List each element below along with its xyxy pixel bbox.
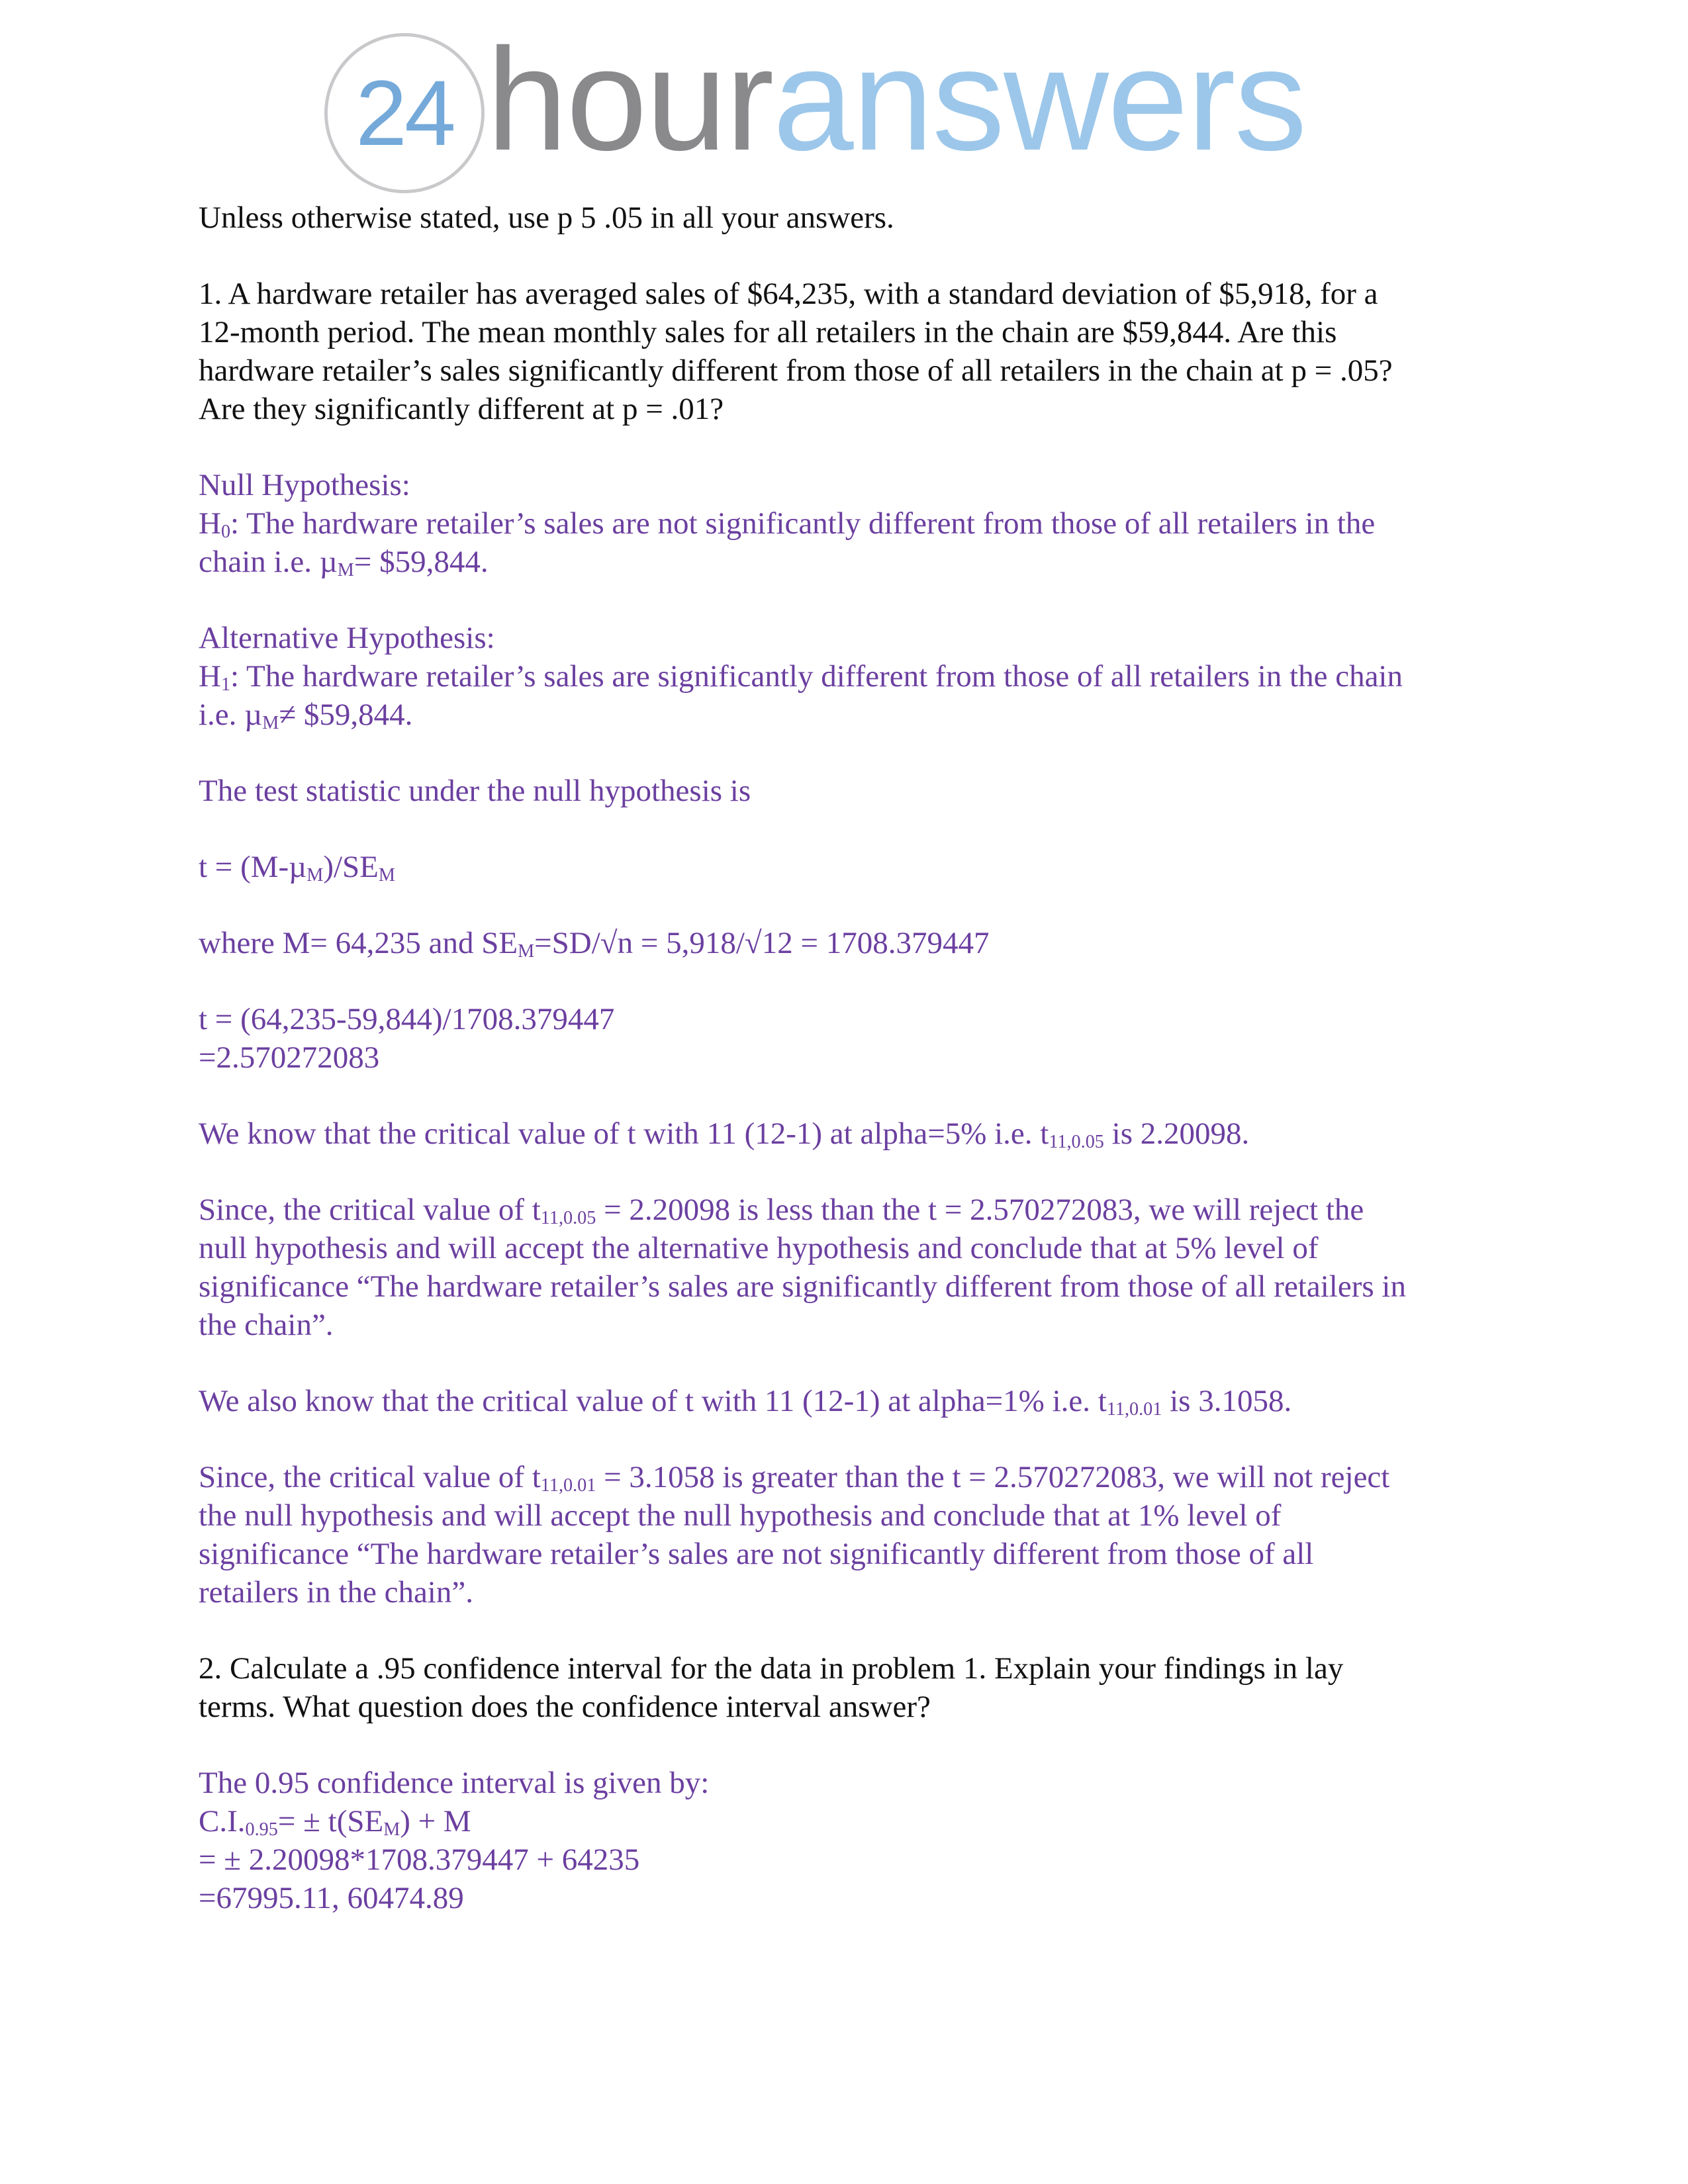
crit-part: We know that the critical value of t with 11 (12-1) at alpha=5% i.e. t: [199, 1116, 1049, 1151]
alternative-value: ≠ $59,844.: [279, 698, 413, 732]
crit-subscript: 11,0.05: [1049, 1132, 1104, 1152]
ci-part: ) + M: [400, 1804, 471, 1839]
question-1-line: 1. A hardware retailer has averaged sales of $64,235, with a standard deviation of $5,918, for a: [199, 277, 1378, 311]
logo-word-answers: answers: [773, 18, 1306, 181]
crit-part: We also know that the critical value of t with 11 (12-1) at alpha=1% i.e. t: [199, 1384, 1107, 1418]
critical-value-1: [199, 1382, 1489, 1420]
ci-line-4: =67995.11, 60474.89: [199, 1881, 464, 1915]
formula-subscript: M: [306, 865, 324, 886]
logo-circle: [324, 33, 485, 193]
confidence-interval: [199, 1764, 1489, 1917]
ci-line-3: = ± 2.20098*1708.379447 + 64235: [199, 1843, 640, 1877]
ci-subscript: M: [383, 1819, 400, 1840]
ci-subscript: 0.95: [245, 1819, 278, 1840]
mu-subscript: M: [337, 560, 354, 580]
conclusion-5: [199, 1191, 1489, 1344]
since-part: = 3.1058 is greater than the t = 2.570272083, we will not reject: [596, 1460, 1390, 1494]
question-1-line: 12-month period. The mean monthly sales for all retailers in the chain are $59,844. Are this: [199, 315, 1337, 349]
formula-part: t = (M-µ: [199, 850, 307, 884]
mu-subscript: M: [262, 713, 279, 733]
conclusion-1: [199, 1458, 1489, 1612]
h-letter: H: [199, 659, 221, 694]
alternative-hypothesis-text: : The hardware retailer’s sales are significantly different from those of all retailers in the chain: [230, 659, 1403, 694]
since-part: Since, the critical value of t: [199, 1460, 541, 1494]
t-formula-line: [199, 848, 1489, 886]
conclusion-5-line-3: significance “The hardware retailer’s sales are significantly different from those of all retailers in: [199, 1269, 1406, 1304]
alternative-hypothesis-heading: Alternative Hypothesis:: [199, 621, 495, 655]
critical-value-1-line: [199, 1382, 1489, 1420]
question-2-line: terms. What question does the confidence interval answer?: [199, 1690, 931, 1724]
conclusion-1-line-3: significance “The hardware retailer’s sales are not significantly different from those of all: [199, 1537, 1314, 1571]
alternative-hypothesis-line-2: [199, 696, 1489, 734]
h-letter: H: [199, 506, 221, 541]
null-hypothesis: [199, 466, 1489, 581]
since-part: Since, the critical value of t: [199, 1193, 541, 1227]
formula-subscript: M: [378, 865, 395, 886]
t-calculation: [199, 1000, 1489, 1077]
logo-wordmark: [487, 18, 1306, 181]
mu-text: i.e. µ: [199, 698, 263, 732]
ci-line-2: [199, 1802, 1489, 1841]
question-1-line: Are they significantly different at p = .01?: [199, 392, 724, 426]
question-1-line: hardware retailer’s sales significantly different from those of all retailers in the chain at p = .05?: [199, 353, 1393, 388]
conclusion-5-line-4: the chain”.: [199, 1308, 334, 1342]
where-definition: [199, 924, 1489, 962]
test-statistic-text: The test statistic under the null hypothesis is: [199, 774, 751, 808]
conclusion-5-line-2: null hypothesis and will accept the alternative hypothesis and conclude that at 5% level of: [199, 1231, 1319, 1265]
conclusion-1-line-1: [199, 1458, 1489, 1496]
t-calculation-line-2: =2.570272083: [199, 1040, 380, 1075]
question-2: [199, 1649, 1489, 1726]
h-subscript: 1: [220, 674, 231, 695]
where-subscript: M: [518, 941, 535, 962]
document-body: [199, 199, 1489, 1955]
where-part: where M= 64,235 and SE: [199, 926, 518, 960]
where-part: =SD/√n = 5,918/√12 = 1708.379447: [534, 926, 990, 960]
alternative-hypothesis: [199, 619, 1489, 734]
conclusion-5-line-1: [199, 1191, 1489, 1229]
critical-value-5: [199, 1115, 1489, 1153]
conclusion-1-line-4: retailers in the chain”.: [199, 1575, 473, 1610]
ci-part: = ± t(SE: [277, 1804, 384, 1839]
crit-part: is 2.20098.: [1103, 1116, 1250, 1151]
question-1: [199, 275, 1489, 428]
where-line: [199, 924, 1489, 962]
ci-part: C.I.: [199, 1804, 246, 1839]
logo-number: 24: [355, 61, 453, 165]
critical-value-5-line: [199, 1115, 1489, 1153]
crit-subscript: 11,0.01: [1106, 1399, 1162, 1420]
since-subscript: 11,0.01: [540, 1475, 596, 1496]
logo-word-hour: hour: [487, 18, 773, 181]
test-statistic-intro: [199, 772, 1489, 810]
logo: [324, 18, 1317, 199]
t-calculation-line-1: t = (64,235-59,844)/1708.379447: [199, 1002, 615, 1036]
conclusion-1-line-2: the null hypothesis and will accept the null hypothesis and conclude that at 1% level of: [199, 1498, 1282, 1533]
t-formula: [199, 848, 1489, 886]
question-2-line: 2. Calculate a .95 confidence interval for the data in problem 1. Explain your findings in lay: [199, 1651, 1344, 1686]
null-value: = $59,844.: [353, 545, 489, 579]
crit-part: is 3.1058.: [1162, 1384, 1292, 1418]
intro-paragraph: [199, 199, 1489, 237]
intro-text: Unless otherwise stated, use p 5 .05 in all your answers.: [199, 201, 894, 235]
null-hypothesis-heading: Null Hypothesis:: [199, 468, 410, 502]
mu-text: chain i.e. µ: [199, 545, 338, 579]
ci-line-1: The 0.95 confidence interval is given by:: [199, 1766, 710, 1800]
formula-part: )/SE: [323, 850, 379, 884]
null-hypothesis-line-2: [199, 543, 1489, 581]
null-hypothesis-line-1: [199, 504, 1489, 543]
since-part: = 2.20098 is less than the t = 2.570272083, we will reject the: [596, 1193, 1364, 1227]
alternative-hypothesis-line-1: [199, 657, 1489, 696]
null-hypothesis-text: : The hardware retailer’s sales are not significantly different from those of all retailers in the: [230, 506, 1376, 541]
h-subscript: 0: [220, 522, 231, 542]
since-subscript: 11,0.05: [540, 1208, 596, 1228]
